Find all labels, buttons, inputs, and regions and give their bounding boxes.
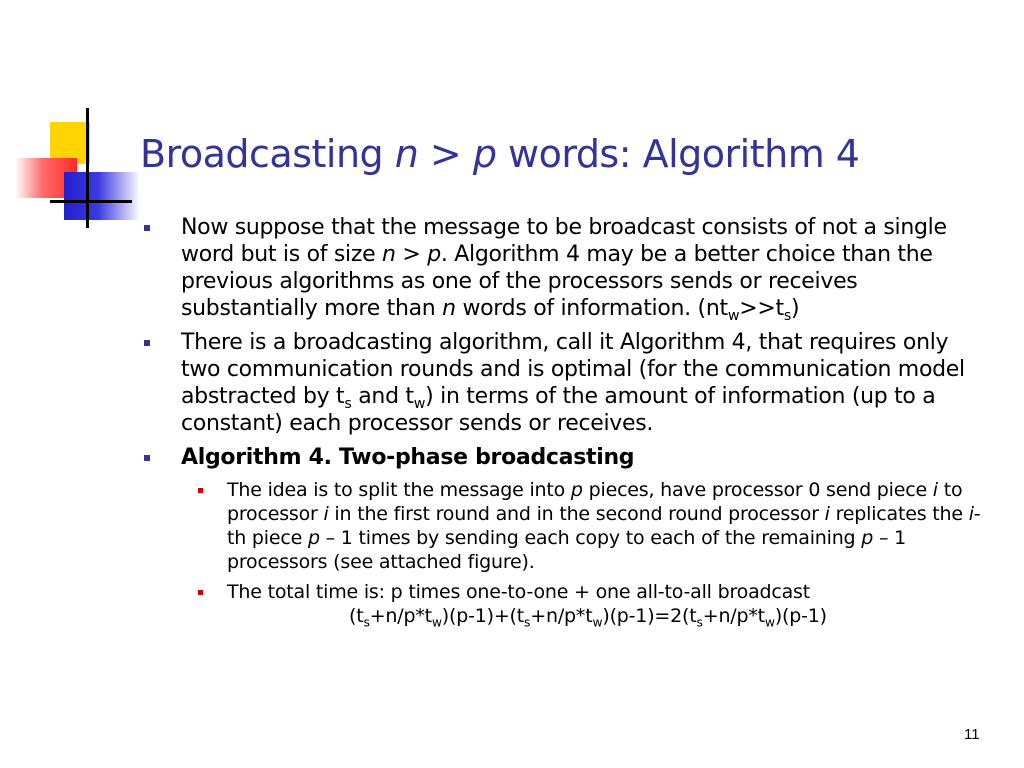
title-italic-p: p [472,132,497,176]
text: The idea is to split the message into [227,479,571,501]
formula-part: +n/p*t [530,605,593,627]
formula-part: +n/p*t [369,605,432,627]
subscript-w: w [764,615,775,630]
title-text-end: words: Algorithm 4 [496,132,860,176]
text: There is a broadcasting algorithm, call it Algorithm 4, that requires only two communication rounds and is optimal (for the communication model abstracted by t [181,330,965,409]
text: ) in terms of the amount of information (up to a constant) each processor sends or receives. [181,384,936,436]
formula-part: (t [349,605,364,627]
formula-part: )(p-1)+(t [441,605,525,627]
slide-body [144,214,994,628]
subscript-w: w [592,615,603,630]
text: to processor [227,479,963,525]
italic-p: p [307,527,320,549]
text: . Algorithm 4 may be a better choice than the previous algorithms as one of the processors sends or receives substantially more than [181,242,933,321]
subscript-s: s [363,615,370,630]
square-bullet-icon [144,455,150,461]
italic-n: n [442,296,456,321]
subscript-w: w [431,615,442,630]
red-square-bullet-icon [198,488,203,493]
subscript-s: s [783,308,791,324]
subscript-s: s [696,615,703,630]
title-gt: > [418,132,473,176]
text: -th piece [227,503,981,549]
total-time-formula [144,604,994,628]
text: – 1 processors (see attached figure). [227,527,906,573]
text: in the first round and in the second round processor [328,503,825,525]
red-square-bullet-icon [198,590,203,595]
italic-i: i [323,503,329,525]
slide-title [140,132,859,176]
text: pieces, have processor 0 send piece [582,479,933,501]
italic-p: p [427,242,441,267]
logo-horizontal-line [50,200,132,203]
subscript-w: w [413,396,426,412]
italic-i: i [968,503,974,525]
text: – 1 times by sending each copy to each of the remaining [319,527,862,549]
text: and t [351,384,414,409]
italic-i: i [932,479,938,501]
text: Now suppose that the message to be broadcast consists of not a single word but is of size [181,215,947,267]
sub-bullet-item-1 [144,478,994,574]
italic-i: i [824,503,830,525]
italic-n: n [382,242,396,267]
italic-p: p [570,479,583,501]
bold-heading: Algorithm 4. Two-phase broadcasting [181,445,635,470]
square-bullet-icon [144,340,150,346]
text: replicates the [829,503,969,525]
subscript-s: s [344,396,352,412]
bullet-item-2 [144,329,994,437]
formula-part: )(p-1) [774,605,827,627]
logo-blue-square [64,172,140,220]
text: words of information. (nt [455,296,728,321]
bullet-item-1 [144,214,994,322]
text: The total time is: p times one-to-one + one all-to-all broadcast [227,581,811,603]
text: ) [790,296,800,321]
formula-part: +n/p*t [702,605,765,627]
sub-bullet-item-2 [144,580,994,604]
square-bullet-icon [144,225,150,231]
subscript-s: s [524,615,531,630]
subscript-w: w [727,308,740,324]
title-italic-n: n [394,132,419,176]
page-number: 11 [964,726,980,743]
title-text: Broadcasting [140,132,395,176]
text: > [395,242,428,267]
italic-p: p [861,527,874,549]
logo-vertical-line [86,108,89,228]
bullet-item-3 [144,444,994,471]
text: >>t [739,296,784,321]
formula-part: )(p-1)=2(t [602,605,697,627]
